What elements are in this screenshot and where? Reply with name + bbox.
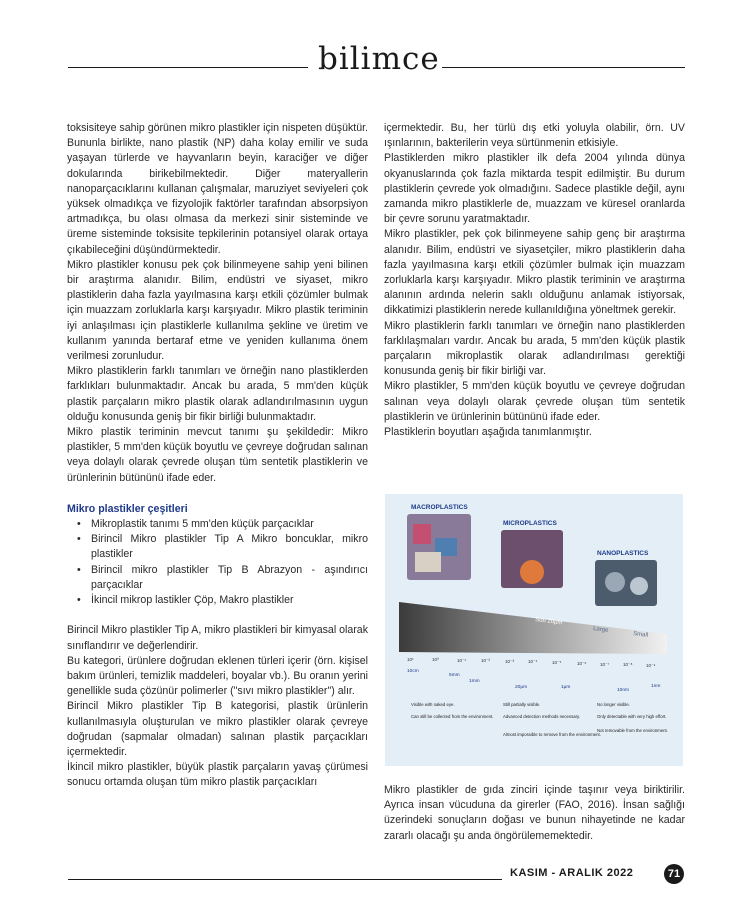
footer-rule — [68, 879, 502, 880]
paragraph: Mikro plastik teriminin mevcut tanımı şu şekildedir: Mikro plastikler, 5 mm'den küçük boyutlu ve çevreye doğrudan salınan veya dolaylı olarak çevrede oluşan tüm sentetik plastiklerin ve ürünlerinin bütününü ifade eder. — [67, 426, 368, 484]
note: Still partially visible. — [503, 702, 541, 707]
paragraph: İkincil mikro plastikler, büyük plastik parçaların yavaş çürümesi sonucu ortamda oluşan tüm mikro plastik parçacıkları — [67, 761, 368, 789]
scale-labels — [407, 668, 660, 693]
right-column — [384, 121, 685, 440]
tick-label: 10⁻⁴ — [528, 659, 538, 664]
section-heading: Mikro plastikler çeşitleri — [67, 502, 188, 515]
note: No longer visible. — [597, 702, 630, 707]
paragraph: Mikro plastiklerin farklı tanımları ve örneğin nano plastiklerden farklıkları bulunmaktadır. Ancak bu arada, 5 mm'den küçük plastik parçaların mikro plastik olarak adlandırılmasının uygun olduğu konusunda geniş bir fikir birliği bulunmaktadır. — [67, 365, 368, 423]
scale-label: 1μm — [561, 685, 571, 690]
paragraph: Plastiklerin boyutları aşağıda tanımlanmıştır. — [384, 426, 592, 439]
nano-notes — [597, 702, 668, 733]
tick-label: 10⁻⁷ — [600, 662, 610, 667]
tick-label: 10⁻⁶ — [577, 661, 587, 666]
list-item: • Birincil mikro plastikler Tip B Abrazyon - aşındırıcı parçacıklar — [91, 563, 368, 593]
header-rule-left — [68, 67, 308, 68]
paragraph: Birincil Mikro plastikler Tip B kategorisi, plastik ürünlerin kullanılmasıyla oluşturulan ve mikro plastikler olarak çevreye doğrudan (sapmalar olmadan) salınan plastik parçacıkları içermektedir. — [67, 700, 368, 758]
microplastics-label: MICROPLASTICS — [503, 520, 557, 527]
macro-notes — [411, 702, 493, 719]
macroplastics-label: MACROPLASTICS — [411, 504, 468, 511]
tick-label: 10⁰ — [432, 657, 439, 662]
size-band — [399, 602, 667, 654]
page-number: 71 — [664, 864, 684, 884]
closing-paragraph — [384, 783, 685, 844]
size-scale-diagram — [385, 494, 683, 766]
note: Visible with naked eye. — [411, 702, 455, 707]
micro-notes — [503, 702, 601, 737]
note: Can still be collected from the environment. — [411, 714, 494, 719]
list-item: • Birincil Mikro plastikler Tip A Mikro boncuklar, mikro plastikler — [91, 532, 368, 562]
band-word: Small — [494, 609, 511, 617]
paragraph: toksisiteye sahip görünen mikro plastikler için nispeten düşüktür. Bununla birlikte, nano plastik (NP) daha kolay emilir ve suda yaşayan türlerde ve hayvanların beyin, karaciğer ve diğer dokularında birikebilmektedir. Diğer materyallerin nanoparçacıklarını kullanan çalışmalar, maruziyet seviyeleri çok yüksek olmadıkça ve fizyolojik faktörler tarafından absorpsiyon artmadıkça, bu olası olmasa da merkezi sinir sisteminde ve üreme sisteminde toksisite tepkilerinin potansiyel olarak ortaya çıkabileceğini düşündürmektedir. — [67, 122, 368, 256]
band-word: large — [460, 604, 475, 612]
tick-label: 10⁻⁵ — [552, 660, 562, 665]
paragraph: Mikro plastikler konusu pek çok bilinmeyene sahip yeni bilinen bir araştırma alanıdır. Bilim, endüstri ve siyaset, mikro plastiklerin daha fazla yayılmasına karşı etkili çözümler bulmak için muazzam zorluklarla karşı karşıyadır. Mikro plastik teriminin iyi anlaşılması için plastiklerle kullanılma şekline ve üretim ve kullanım yanında bertaraf etme ve yeniden kullanıma önem verilmesi zorunludur. — [67, 258, 368, 363]
nanoplastics-photo — [595, 560, 657, 606]
nanoplastics-label: NANOPLASTICS — [597, 550, 649, 557]
paragraph: Mikro plastikler, 5 mm'den küçük boyutlu ve çevreye doğrudan salınan veya dolaylı olarak çevrede oluşan tüm sentetik plastiklerin ve ürünlerinin bütününü ifade eder. — [384, 380, 685, 423]
scale-label: 5mm — [449, 673, 460, 678]
scale-label: 10cm — [407, 669, 419, 674]
list-item: • Mikroplastik tanımı 5 mm'den küçük parçacıklar — [91, 517, 368, 532]
tick-label: 10⁻² — [481, 658, 491, 663]
exponent-ticks — [407, 657, 656, 668]
plastic-size-figure — [385, 494, 683, 766]
left-column — [67, 121, 368, 791]
tick-label: 10⁻⁸ — [623, 662, 633, 667]
note: Only detectable with very high effort. — [597, 714, 667, 719]
note: Almost impossible to remove from the environment. — [503, 732, 601, 737]
scale-label: 1nm — [651, 684, 661, 689]
paragraph: Mikro plastikler, pek çok bilinmeyene sahip genç bir araştırma alanıdır. Bilim, endüstri ve siyasetçiler, mikro plastiklerin daha fazla yayılmasına karşı etkili çözümler bulmak için muazzam zorluklarla karşı karşıyadır. Mikro plastik teriminin ve araştırma alanının ardında nelerin saklı olduğunu anlamak istiyorsak, dikkatimizi plastiklerin nerede kullanıldığına yöneltmek gerekir. — [384, 228, 685, 317]
tick-label: 10⁻³ — [505, 659, 515, 664]
tick-label: 10⁻⁹ — [646, 663, 656, 668]
paragraph: Bu kategori, ürünlere doğrudan eklenen türleri içerir (örn. kişisel bakım ürünleri, temizlik maddeleri, boyalar vb.). Bu oranın yerini genellikle suda çözünür polimerler ("sıvı mikro plastikler") alır. — [67, 654, 368, 698]
paragraph: içermektedir. Bu, her türlü dış etki yoluyla olabilir, örn. UV ışınlarının, bakterilerin veya sürtünmenin etkisiyle. — [384, 122, 685, 150]
paragraph: Mikro plastiklerin farklı tanımları ve örneğin nano plastiklerden farklılaşmaları vardır. Ancak bu arada, 5 mm'den küçük plastik parçaların mikroplastik olarak adlandırılması gerektiği konusunda geniş bir fikir birliği var. — [384, 319, 685, 378]
issue-label: KASIM - ARALIK 2022 — [510, 867, 634, 879]
band-word: Large — [592, 626, 609, 634]
scale-label: 20μm — [515, 685, 528, 690]
types-list — [67, 517, 368, 608]
magazine-logo: bilimce — [318, 41, 440, 77]
note: Advanced detection methods necessary. — [503, 714, 581, 719]
tick-label: 10¹ — [407, 657, 414, 662]
scale-label: 1mm — [469, 679, 480, 684]
band-word: Sub 20μm — [534, 617, 563, 627]
band-word: Small — [632, 631, 649, 639]
list-item: • İkincil mikrop lastikler Çöp, Makro plastikler — [91, 593, 368, 608]
tick-label: 10⁻¹ — [457, 658, 467, 663]
paragraph: Birincil Mikro plastikler Tip A, mikro plastikleri bir kimyasal olarak sınıflandırır ve değerlendirir. — [67, 624, 368, 652]
header-rule-right — [442, 67, 685, 68]
note: Not removable from the environment. — [597, 728, 668, 733]
paragraph: Plastiklerden mikro plastikler ilk defa 2004 yılında dünya okyanuslarında çok fazla miktarda tespit edilmiştir. Bu durum plastiklerin çevrede yok olmadığını. Sadece plastikle değil, aynı zamanda mikro plastiklerle de, muazzam ve küresel oranlarda bir çevre sorunu yaratmaktadır. — [384, 152, 685, 226]
paragraph: Mikro plastikler de gıda zinciri içinde taşınır veya biriktirilir. Ayrıca insan vücuduna da girerler (FAO, 2016). İnsan sağlığı üzerindeki sonuçların doğası ve bunun nihayetinde ne kadar zararlı olacağı şu anda öngörülememektedir. — [384, 784, 685, 842]
scale-label: 10nm — [617, 688, 629, 693]
